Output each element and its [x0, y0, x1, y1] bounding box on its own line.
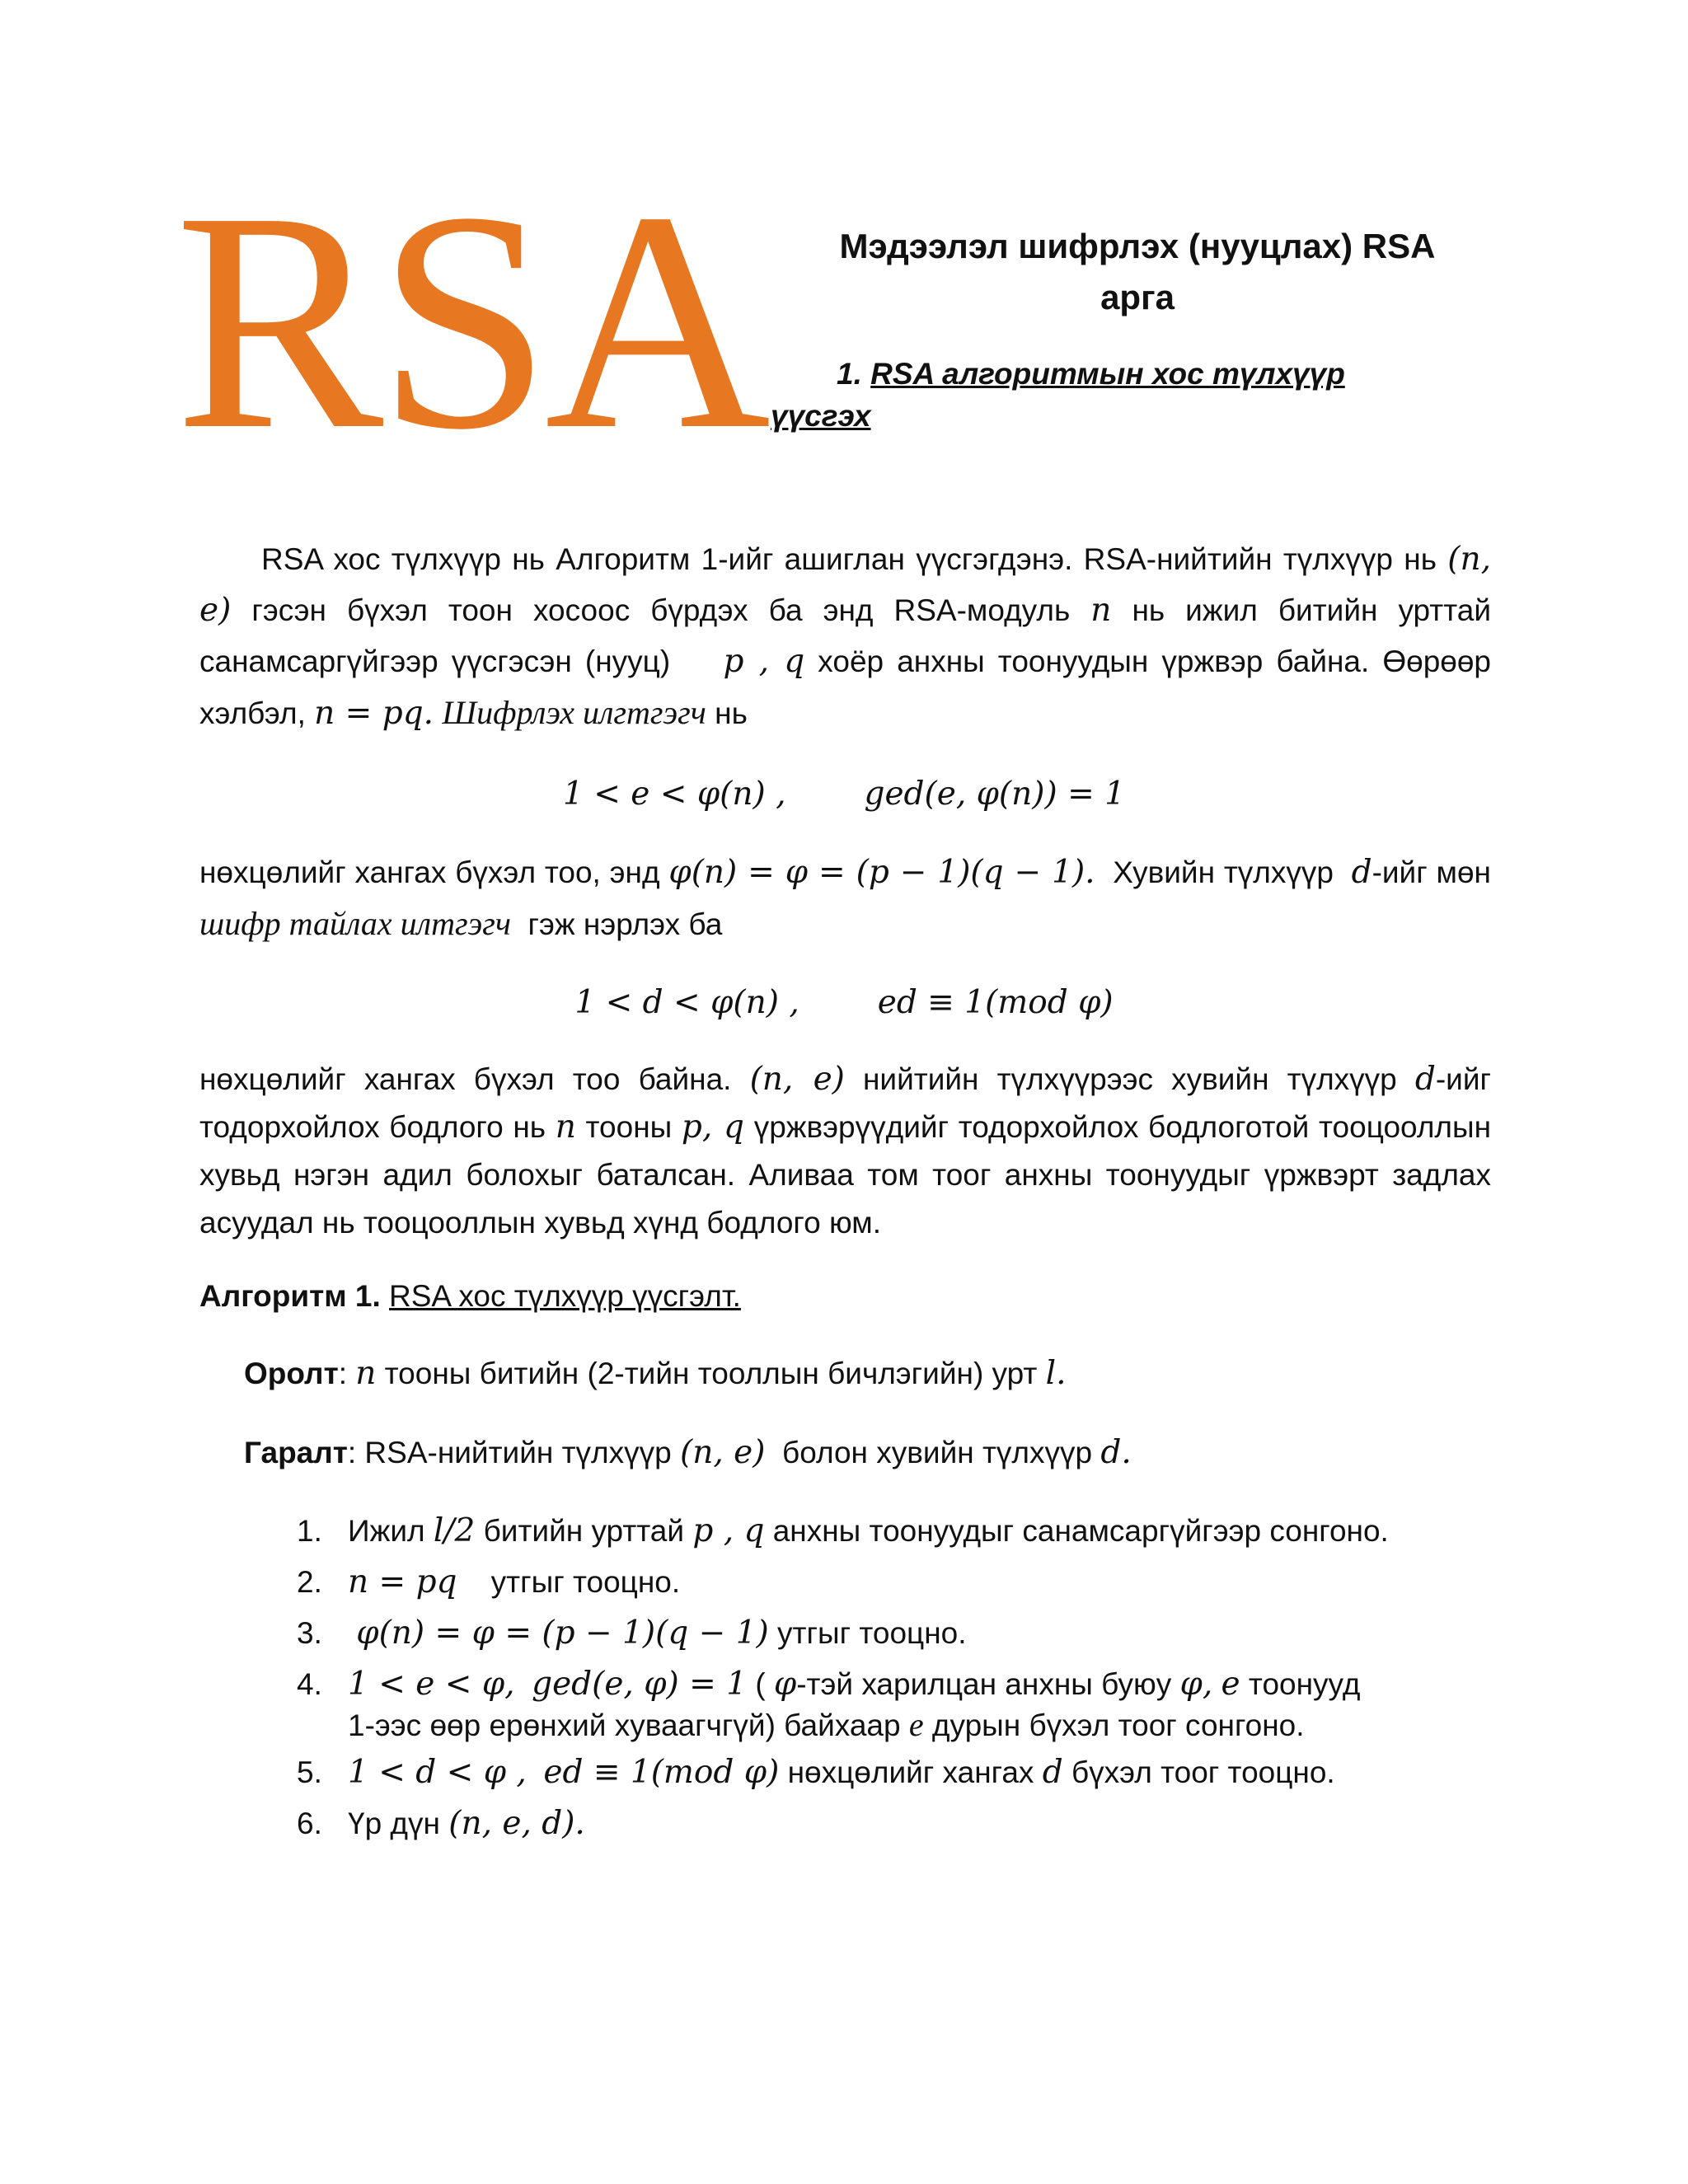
formula1-right: ged(e, φ(n)) = 1 — [864, 776, 1125, 813]
para2-math-d: d — [1351, 854, 1372, 891]
step2-text: утгыг тооцно. — [490, 1565, 681, 1599]
step-number: 6. — [297, 1807, 322, 1840]
step4-math-phi: φ — [773, 1666, 797, 1703]
intro-math-n: n — [1090, 592, 1112, 629]
output-math-ne: (n, e) — [680, 1434, 766, 1471]
input-label: Оролт — [244, 1357, 339, 1390]
step-item — [297, 1747, 1492, 1798]
input-colon: : — [338, 1357, 347, 1390]
input-math-n: n — [355, 1355, 377, 1392]
input-text: тооны битийн (2-тийн тооллын бичлэгийн) урт — [384, 1357, 1038, 1390]
algorithm-heading — [199, 1272, 741, 1321]
step6-text: Үр дүн — [348, 1807, 440, 1840]
para2-text-b: Хувийн түлхүүр — [1113, 855, 1334, 889]
step-item — [297, 1506, 1492, 1557]
para2-italic-term: шифр тайлах илтгэгч — [199, 905, 511, 942]
step4-math-gcd: ged(e, φ) = 1 — [532, 1666, 748, 1703]
para2-text-c: -ийг мөн — [1372, 855, 1491, 889]
formula1-left: 1 < e < φ(n) , — [563, 776, 786, 813]
step-number: 2. — [297, 1565, 322, 1599]
para2-text-d: гэж нэрлэх ба — [528, 907, 723, 941]
step4-paren: ( — [755, 1667, 766, 1701]
step5-math-d: d — [1042, 1754, 1063, 1791]
step5-math-mod: ed ≡ 1(mod φ) — [543, 1754, 780, 1791]
intro-paragraph — [199, 534, 1491, 739]
phi-paragraph — [199, 847, 1491, 950]
step-item — [297, 1659, 1492, 1747]
step5-text-a: нөхцөлийг хангах — [787, 1755, 1034, 1789]
step4-math-phi2: φ, — [1179, 1666, 1213, 1703]
para3-text-c: -ийг тодорхойлох бодлого нь — [199, 1062, 1491, 1144]
formula-decryption-exponent — [0, 977, 1688, 1028]
step6-math: (n, e, d). — [448, 1805, 585, 1842]
security-paragraph — [199, 1056, 1491, 1247]
intro-text-e: нь — [715, 696, 748, 730]
step4-text-b: -тэй харилцан анхны буюу — [796, 1667, 1172, 1701]
output-label: Гаралт — [244, 1436, 348, 1469]
title-line-2: арга — [1100, 278, 1175, 316]
para3-text-a: нөхцөлийг хангах бүхэл тоо байна. — [199, 1062, 732, 1096]
step4-line2-text-b: дурын бүхэл тоог сонгоно. — [931, 1708, 1305, 1742]
output-text-a: : RSA-нийтийн түлхүүр — [347, 1436, 672, 1469]
formula2-left: 1 < d < φ(n) , — [574, 984, 799, 1021]
step4-line2-text-a: 1-ээс өөр ерөнхий хуваагчгүй) байхаар — [348, 1708, 901, 1742]
algorithm-input — [244, 1349, 1067, 1399]
para3-math-ne: (n, e) — [749, 1061, 845, 1098]
para3-text-d: тооны — [585, 1110, 673, 1144]
rsa-logo: RSA — [175, 148, 765, 494]
step-item — [297, 1608, 1492, 1659]
step1-math-l2: l/2 — [433, 1512, 476, 1549]
step1-text-b: битийн урттай — [483, 1514, 685, 1548]
section-title-line-2: үүсгэх — [771, 399, 871, 433]
para3-text-e: үржвэрүүдийг тодорхойлох бодлоготой тооцооллын хувьд нэгэн адил болохыг баталсан. Аливаа том тоог анхны тоонуудыг үржвэрт задлах асуудал нь тооцооллын хувьд хүнд бодлого юм. — [199, 1110, 1492, 1240]
algorithm-steps — [297, 1506, 1492, 1849]
step-number: 4. — [297, 1667, 322, 1701]
algorithm-title: RSA хос түлхүүр үүсгэлт. — [389, 1279, 741, 1313]
intro-text-c: нь ижил битийн урттай санамсаргүйгээр үүсгэсэн (нууц) — [199, 593, 1492, 678]
intro-math-npq: n = pq. — [314, 695, 434, 732]
step1-text-c: анхны тоонуудыг санамсаргүйгээр сонгоно. — [772, 1514, 1389, 1548]
para2-math-phi: φ(n) = φ = (p − 1)(q − 1). — [668, 854, 1095, 891]
step-number: 1. — [297, 1514, 322, 1548]
para2-text-a: нөхцөлийг хангах бүхэл тоо, энд — [199, 855, 660, 889]
step4-math-e: e — [1221, 1666, 1240, 1703]
step1-math-pq: p , q — [692, 1512, 765, 1549]
step3-text: утгыг тооцно. — [777, 1616, 967, 1650]
intro-text-a: RSA хос түлхүүр нь Алгоритм 1-ийг ашиглан үүсгэгдэнэ. RSA-нийтийн түлхүүр нь — [261, 542, 1437, 576]
title-line-1: Мэдээлэл шифрлэх (нууцлах) RSA — [839, 227, 1436, 265]
intro-math-ne: (n, e) — [199, 541, 1491, 629]
para3-math-pq: p, q — [681, 1108, 745, 1146]
section-heading — [771, 353, 1430, 437]
step-number: 5. — [297, 1755, 322, 1789]
page-title — [771, 221, 1504, 323]
step5-text-b: бүхэл тоог тооцно. — [1071, 1755, 1335, 1789]
step2-math: n = pq — [348, 1563, 457, 1601]
output-math-d: d. — [1100, 1434, 1132, 1471]
step-item — [297, 1798, 1492, 1849]
algorithm-label: Алгоритм 1. — [199, 1279, 381, 1313]
step1-text-a: Ижил — [348, 1514, 425, 1548]
para3-math-n: n — [555, 1108, 576, 1146]
output-text-b: болон хувийн түлхүүр — [782, 1436, 1093, 1469]
section-title-line-1: RSA алгоритмын хос түлхүүр — [870, 357, 1345, 391]
step4-math-ineq: 1 < e < φ, — [348, 1666, 515, 1703]
step4-line2-math-e: e — [908, 1706, 924, 1743]
intro-text-b: гэсэн бүхэл тоон хосоос бүрдэх ба энд RSA-модуль — [251, 593, 1071, 627]
intro-text-d: хоёр анхны тоонуудын үржвэр байна. Өөрөөр хэлбэл, — [199, 644, 1492, 730]
step-number: 3. — [297, 1616, 322, 1650]
step-item — [297, 1557, 1492, 1608]
para3-text-b: нийтийн түлхүүрээс хувийн түлхүүр — [862, 1062, 1397, 1096]
formula-encryption-exponent — [0, 768, 1688, 819]
step5-math-ineq: 1 < d < φ , — [348, 1754, 527, 1791]
para3-math-d: d — [1414, 1061, 1436, 1098]
algorithm-output — [244, 1428, 1132, 1478]
formula2-right: ed ≡ 1(mod φ) — [877, 984, 1114, 1021]
step4-line2 — [348, 1704, 1492, 1747]
step4-text-c: тоонууд — [1248, 1667, 1361, 1701]
intro-math-pq: p , q — [723, 643, 805, 680]
section-number: 1. — [837, 357, 862, 391]
input-math-l: l. — [1045, 1355, 1067, 1392]
step3-math: φ(n) = φ = (p − 1)(q − 1) — [356, 1615, 769, 1652]
intro-italic-term: Шифрлэх илгтгэгч — [442, 694, 706, 731]
